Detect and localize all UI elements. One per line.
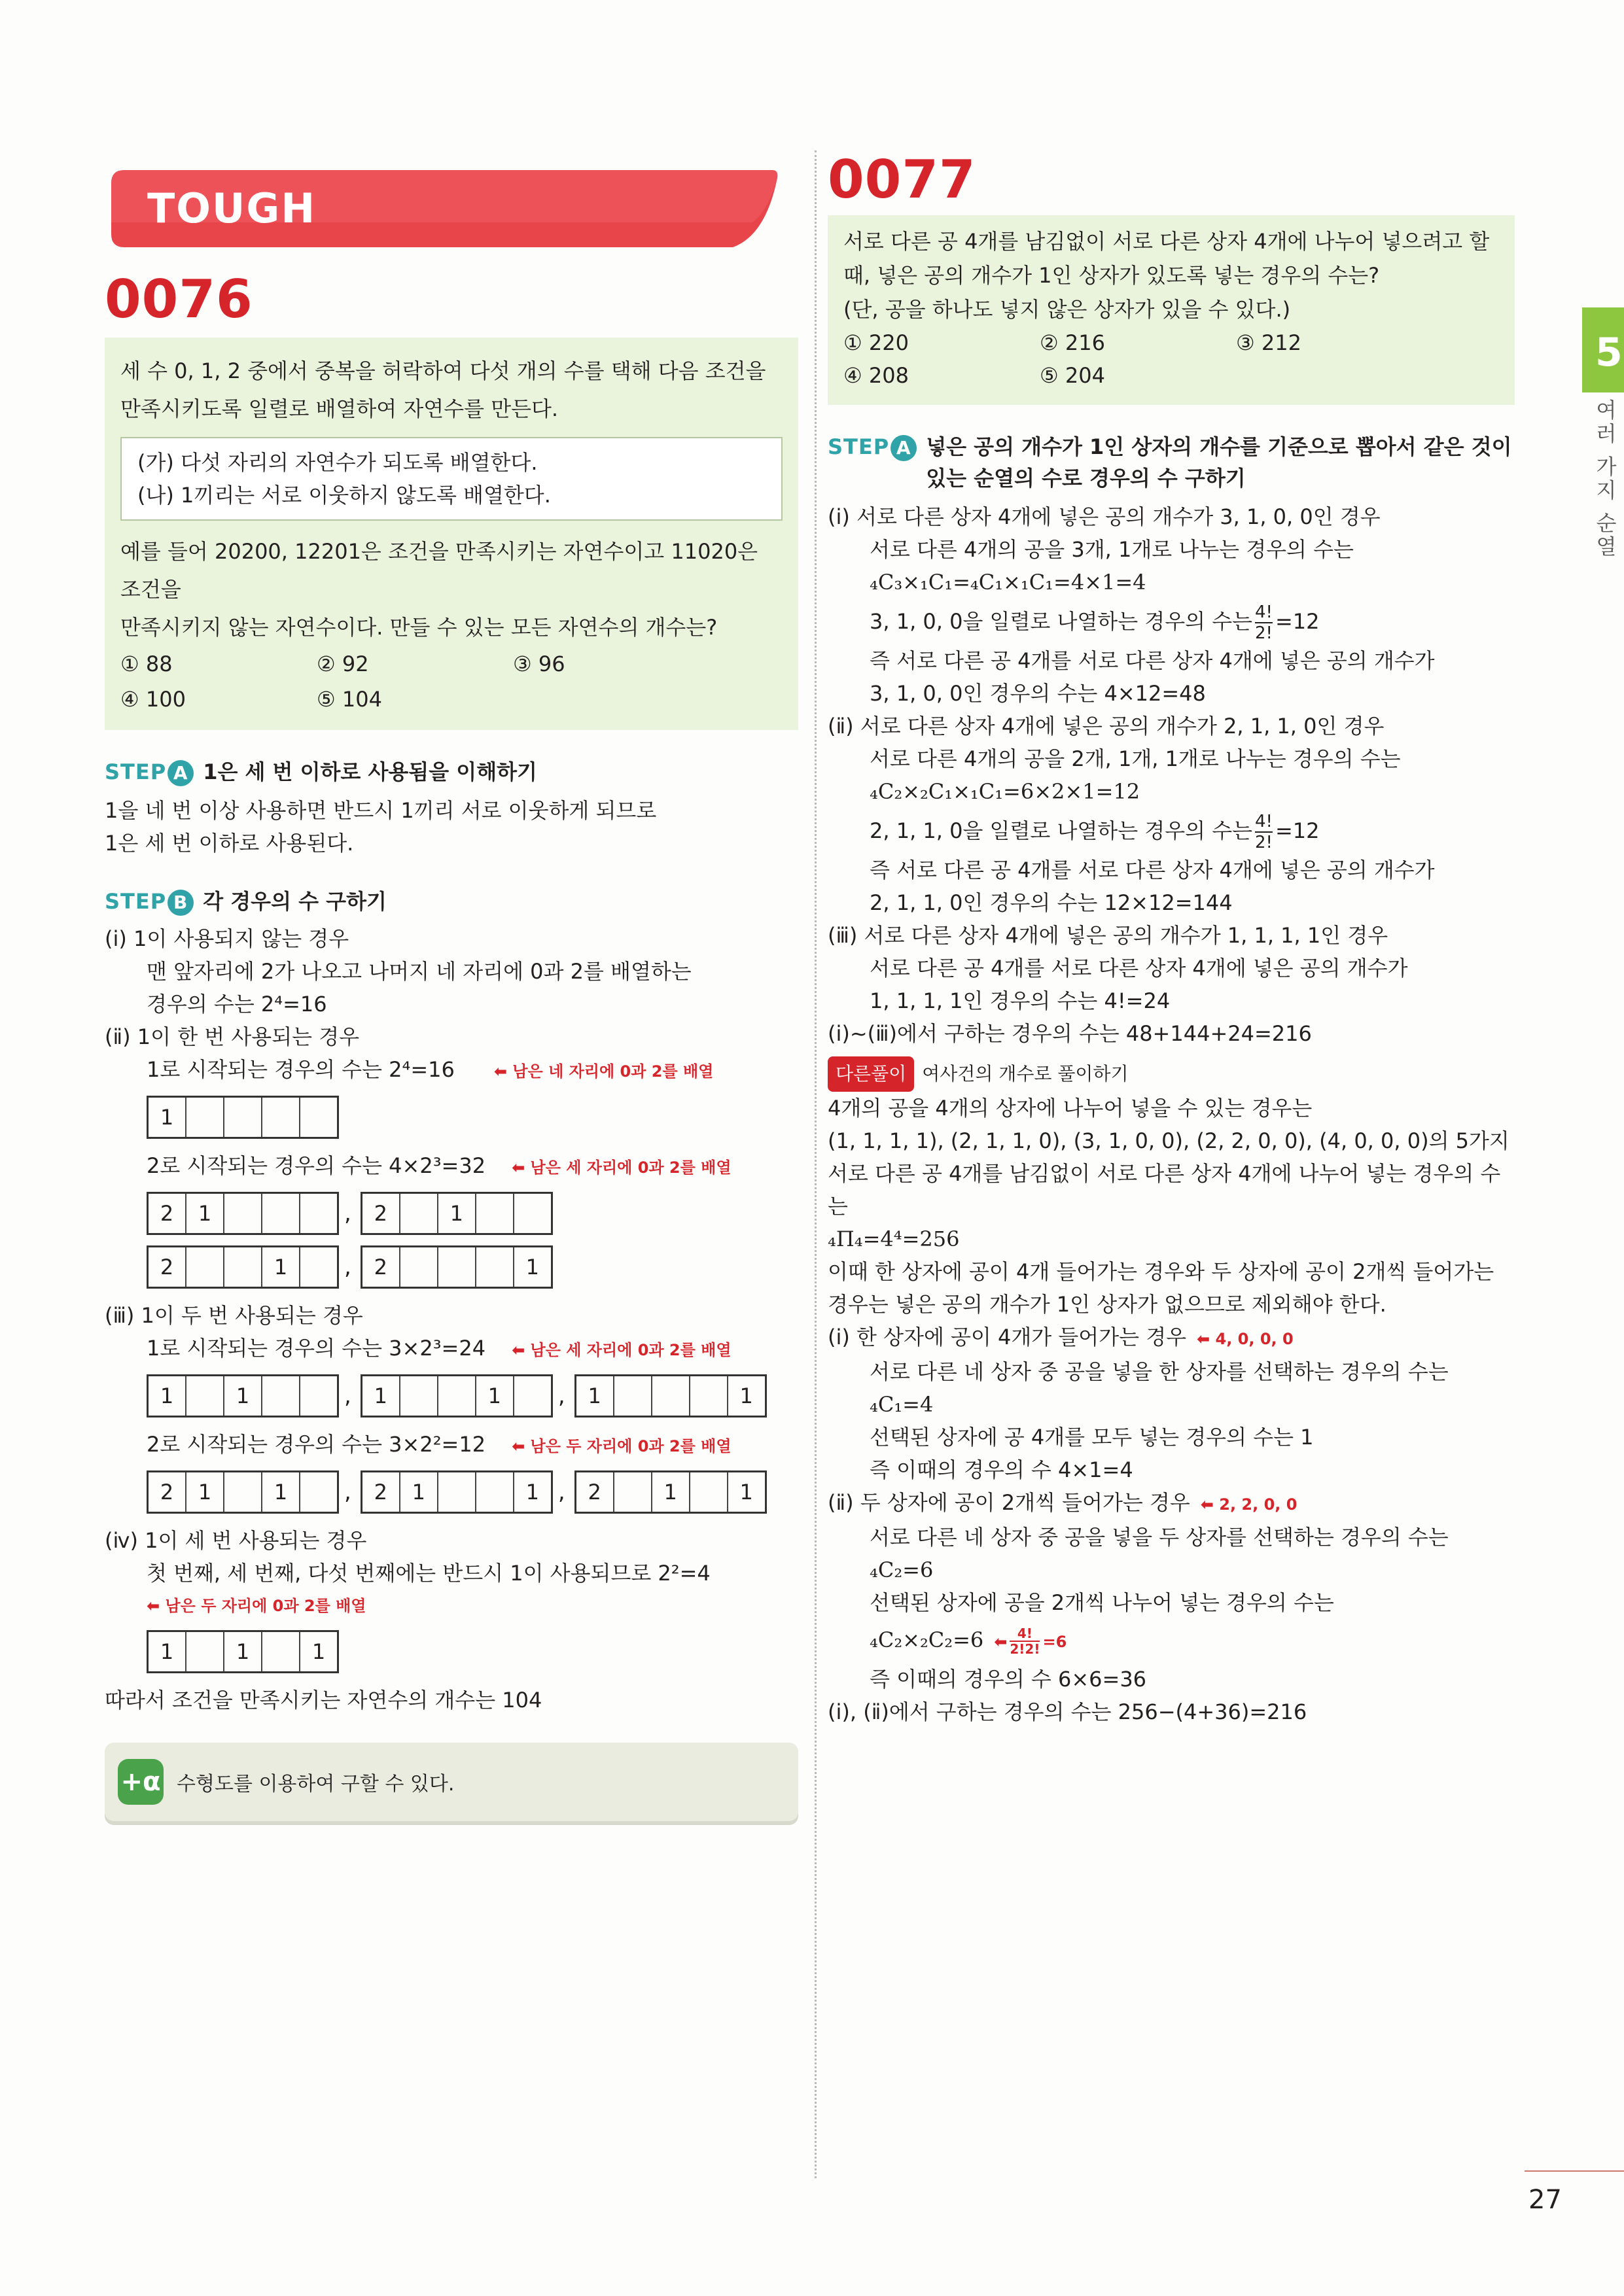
digit-box-set xyxy=(361,1245,553,1289)
text-line: 2, 1, 1, 0을 일렬로 나열하는 경우의 수는 $\frac{4!}{2!}$ =12 xyxy=(870,812,1320,852)
question-line: 예를 들어 20200, 12201은 조건을 만족시키는 자연수이고 11020은 조건을 xyxy=(120,539,758,602)
chapter-number: 5 xyxy=(1595,330,1623,375)
digit-box xyxy=(300,1194,337,1233)
digit-box xyxy=(300,1472,337,1512)
tip-box xyxy=(105,1743,798,1821)
text-line: 2로 시작되는 경우의 수는 3×2²=12 ⬅ 남은 두 자리에 0과 2를 배열 xyxy=(147,1432,732,1457)
text-line: 선택된 상자에 공 4개를 모두 넣는 경우의 수는 1 xyxy=(870,1425,1314,1450)
digit-box xyxy=(400,1376,438,1416)
digit-box: 2 xyxy=(149,1247,186,1287)
digit-box xyxy=(262,1098,300,1137)
digit-box xyxy=(476,1472,514,1512)
digit-box: 2 xyxy=(362,1247,400,1287)
digit-box-set xyxy=(574,1470,767,1514)
note: ⬅ 2, 2, 0, 0 xyxy=(1200,1495,1297,1514)
digit-box xyxy=(186,1632,224,1671)
text-line: 2로 시작되는 경우의 수는 4×2³=32 ⬅ 남은 세 자리에 0과 2를 배열 xyxy=(147,1153,732,1178)
step-label: STEP B xyxy=(105,886,194,917)
conclusion: 따라서 조건을 만족시키는 자연수의 개수는 104 xyxy=(105,1688,542,1713)
formula-line: ₄C₁=4 xyxy=(870,1392,934,1417)
digit-box: 1 xyxy=(149,1098,186,1137)
solution-0077 xyxy=(828,500,1515,1728)
digit-box: 2 xyxy=(576,1472,614,1512)
text-line: (ⅰ)~(ⅲ)에서 구하는 경우의 수는 48+144+24=216 xyxy=(828,1021,1312,1046)
digit-box xyxy=(614,1376,652,1416)
case-heading: (ⅱ) 두 상자에 공이 2개씩 들어가는 경우 ⬅ 2, 2, 0, 0 xyxy=(828,1490,1297,1515)
digit-box: 1 xyxy=(438,1194,476,1233)
digit-box: 2 xyxy=(149,1194,186,1233)
digit-box xyxy=(224,1098,262,1137)
digit-box xyxy=(262,1194,300,1233)
text-line: 선택된 상자에 공을 2개씩 나누어 넣는 경우의 수는 xyxy=(870,1590,1334,1615)
digit-box-set xyxy=(361,1374,553,1418)
step-label: STEP A xyxy=(828,431,917,462)
choice: ② 216 xyxy=(1040,330,1105,355)
problem-box-0076 xyxy=(105,338,798,730)
note: ⬅ 남은 두 자리에 0과 2를 배열 xyxy=(512,1437,732,1455)
digit-box: 1 xyxy=(476,1376,514,1416)
step-a-heading xyxy=(105,756,798,788)
digit-box xyxy=(262,1632,300,1671)
digit-box-set xyxy=(361,1192,553,1235)
digit-box xyxy=(400,1247,438,1287)
digit-box xyxy=(224,1194,262,1233)
case-heading: (ⅲ) 서로 다른 상자 4개에 넣은 공의 개수가 1, 1, 1, 1인 경우 xyxy=(828,923,1388,948)
digit-box: 1 xyxy=(224,1632,262,1671)
problem-number-0076: 0076 xyxy=(105,269,253,330)
left-column xyxy=(105,170,798,1821)
digit-box xyxy=(300,1247,337,1287)
digit-box: 1 xyxy=(739,1480,753,1505)
answer-choices xyxy=(843,326,1499,392)
page-number: 27 xyxy=(1528,2185,1562,2215)
separator-comma: , xyxy=(344,1383,351,1409)
step-a-heading xyxy=(828,431,1515,494)
digit-box xyxy=(514,1194,551,1233)
page-number-rule xyxy=(1525,2170,1624,2172)
choice: ④ 208 xyxy=(843,363,909,388)
choice: ① 88 xyxy=(120,652,173,676)
case-4 xyxy=(105,1524,798,1622)
box-row xyxy=(147,1192,798,1235)
digit-box-set xyxy=(147,1192,339,1235)
digit-box xyxy=(262,1376,300,1416)
banner-title: TOUGH xyxy=(147,184,317,232)
digit-box xyxy=(186,1376,224,1416)
right-column xyxy=(828,149,1515,1728)
case-3 xyxy=(105,1299,798,1366)
text-line: 1은 세 번 이하로 사용된다. xyxy=(105,831,354,856)
digit-box xyxy=(400,1194,438,1233)
choice: ③ 212 xyxy=(1236,330,1301,355)
text-line: 맨 앞자리에 2가 나오고 나머지 네 자리에 0과 2를 배열하는 xyxy=(147,959,692,984)
note: ⬅ 남은 세 자리에 0과 2를 배열 xyxy=(512,1158,732,1177)
digit-box-set xyxy=(147,1374,339,1418)
digit-box xyxy=(186,1098,224,1137)
digit-box: 1 xyxy=(525,1255,539,1279)
note: ⬅ 남은 두 자리에 0과 2를 배열 xyxy=(147,1597,366,1615)
case-1 xyxy=(105,922,798,1020)
note: ⬅ 남은 네 자리에 0과 2를 배열 xyxy=(493,1062,714,1081)
chapter-tab xyxy=(1582,307,1624,392)
plus-alpha-icon: +α xyxy=(118,1759,164,1805)
digit-box xyxy=(690,1472,728,1512)
formula-line: ₄C₃×₁C₁=₄C₁×₁C₁=4×1=4 xyxy=(870,570,1146,595)
digit-box: 1 xyxy=(652,1472,690,1512)
digit-box xyxy=(514,1376,551,1416)
digit-box: 1 xyxy=(525,1480,539,1505)
box-row xyxy=(147,1374,798,1418)
text-line: 서로 다른 네 상자 중 공을 넣을 한 상자를 선택하는 경우의 수는 xyxy=(870,1359,1449,1384)
fraction: $\frac{4!}{2!2!}$ xyxy=(1010,1626,1040,1657)
question-line: (단, 공을 하나도 넣지 않은 상자가 있을 수 있다.) xyxy=(843,297,1291,322)
alt-badge: 다른풀이 xyxy=(828,1056,914,1092)
separator-comma: , xyxy=(344,1254,351,1280)
digit-box xyxy=(438,1472,476,1512)
digit-box: 1 xyxy=(186,1194,224,1233)
case-heading: (ⅰ) 한 상자에 공이 4개가 들어가는 경우 ⬅ 4, 0, 0, 0 xyxy=(828,1325,1294,1349)
digit-box: 1 xyxy=(262,1472,300,1512)
question-line: 때, 넣은 공의 개수가 1인 상자가 있도록 넣는 경우의 수는? xyxy=(843,263,1380,288)
step-label: STEP A xyxy=(105,756,194,788)
box-row xyxy=(147,1096,798,1139)
separator-comma: , xyxy=(344,1479,351,1505)
problem-number-0077: 0077 xyxy=(828,149,976,210)
text-line: 4개의 공을 4개의 상자에 나누어 넣을 수 있는 경우는 xyxy=(828,1096,1313,1121)
case-2b xyxy=(105,1149,798,1184)
case-heading: (ⅱ) 서로 다른 상자 4개에 넣은 공의 개수가 2, 1, 1, 0인 경우 xyxy=(828,714,1385,739)
separator-comma: , xyxy=(557,1479,565,1505)
question-line: 서로 다른 공 4개를 남김없이 서로 다른 상자 4개에 나누어 넣으려고 할 xyxy=(843,229,1490,254)
case-heading: (ⅳ) 1이 세 번 사용되는 경우 xyxy=(105,1528,367,1553)
text-line: 서로 다른 4개의 공을 3개, 1개로 나누는 경우의 수는 xyxy=(870,537,1354,562)
digit-box: 1 xyxy=(362,1376,400,1416)
text-line: 1, 1, 1, 1인 경우의 수는 4!=24 xyxy=(870,988,1171,1013)
digit-box: 1 xyxy=(149,1632,186,1671)
text-line: (1, 1, 1, 1), (2, 1, 1, 0), (3, 1, 0, 0), (2, 2, 0, 0), (4, 0, 0, 0)의 5가지 xyxy=(828,1128,1509,1153)
condition-na: (나) 1끼리는 서로 이웃하지 않도록 배열한다. xyxy=(137,483,551,508)
digit-box xyxy=(690,1376,728,1416)
text-line: 서로 다른 네 상자 중 공을 넣을 두 상자를 선택하는 경우의 수는 xyxy=(870,1525,1449,1550)
chapter-title: 여러 가지 순열 xyxy=(1593,399,1617,559)
text-line: 3, 1, 0, 0인 경우의 수는 4×12=48 xyxy=(870,681,1206,706)
digit-box xyxy=(300,1376,337,1416)
digit-box xyxy=(300,1098,337,1137)
alt-solution-heading: 다른풀이 여사건의 개수로 풀이하기 xyxy=(828,1056,1515,1092)
digit-box: 1 xyxy=(311,1639,326,1664)
digit-box: 1 xyxy=(149,1376,186,1416)
digit-box xyxy=(224,1247,262,1287)
question-line: 세 수 0, 1, 2 중에서 중복을 허락하여 다섯 개의 수를 택해 다음 조건을 xyxy=(120,358,766,383)
text-line: 즉 이때의 경우의 수 6×6=36 xyxy=(870,1667,1147,1692)
choice: ① 220 xyxy=(843,330,909,355)
box-row xyxy=(147,1470,798,1514)
case-heading: (ⅱ) 1이 한 번 사용되는 경우 xyxy=(105,1024,360,1049)
digit-box xyxy=(476,1247,514,1287)
text-line: 이때 한 상자에 공이 4개 들어가는 경우와 두 상자에 공이 2개씩 들어가는 xyxy=(828,1259,1494,1284)
digit-box-set xyxy=(147,1245,339,1289)
digit-box-set xyxy=(147,1096,339,1139)
digit-box-set xyxy=(574,1374,767,1418)
step-b-heading xyxy=(105,886,798,917)
text-line: 3, 1, 0, 0을 일렬로 나열하는 경우의 수는 $\frac{4!}{2!}$ =12 xyxy=(870,602,1320,643)
digit-box-set xyxy=(147,1630,339,1673)
case-3b xyxy=(105,1428,798,1463)
text-line: 즉 이때의 경우의 수 4×1=4 xyxy=(870,1457,1133,1482)
text-line: 경우의 수는 2⁴=16 xyxy=(147,992,327,1017)
step-a-text xyxy=(105,794,798,860)
case-heading: (ⅲ) 1이 두 번 사용되는 경우 xyxy=(105,1303,363,1328)
step-title: 넣은 공의 개수가 1인 상자의 개수를 기준으로 뽑아서 같은 것이 있는 순열의 수로 경우의 수 구하기 xyxy=(926,434,1512,491)
text-line: 경우는 넣은 공의 개수가 1인 상자가 없으므로 제외해야 한다. xyxy=(828,1292,1386,1317)
formula-line: ₄C₂×₂C₁×₁C₁=6×2×1=12 xyxy=(870,779,1140,804)
fraction: $\frac{4!}{2!}$ xyxy=(1255,602,1273,643)
question-line: 만족시키지 않는 자연수이다. 만들 수 있는 모든 자연수의 개수는? xyxy=(120,615,718,640)
digit-box: 1 xyxy=(224,1376,262,1416)
column-divider xyxy=(815,150,817,2178)
final-answer: (ⅰ), (ⅱ)에서 구하는 경우의 수는 256−(4+36)=216 xyxy=(828,1699,1307,1724)
digit-box xyxy=(438,1247,476,1287)
text-line: 1을 네 번 이상 사용하면 반드시 1끼리 서로 이웃하게 되므로 xyxy=(105,798,657,823)
choice: ④ 100 xyxy=(120,687,186,712)
step-title: 1은 세 번 이하로 사용됨을 이해하기 xyxy=(203,759,537,784)
answer-choices xyxy=(120,646,783,717)
step-title: 각 경우의 수 구하기 xyxy=(203,889,387,914)
digit-box: 2 xyxy=(362,1472,400,1512)
tip-text: 수형도를 이용하여 구할 수 있다. xyxy=(177,1773,455,1796)
box-row xyxy=(147,1630,798,1673)
separator-comma: , xyxy=(557,1383,565,1409)
formula-line: ₄C₂=6 xyxy=(870,1557,934,1582)
formula-line: ₄C₂×₂C₂=6 ⬅ $\frac{4!}{2!2!}$ =6 xyxy=(870,1626,1067,1657)
digit-box xyxy=(614,1472,652,1512)
note: ⬅ xyxy=(994,1633,1008,1651)
step-letter-badge: A xyxy=(891,435,917,461)
case-2 xyxy=(105,1020,798,1088)
digit-box: 2 xyxy=(362,1194,400,1233)
text-line: 서로 다른 4개의 공을 2개, 1개, 1개로 나누는 경우의 수는 xyxy=(870,746,1401,771)
text-line: 서로 다른 공 4개를 남김없이 서로 다른 상자 4개에 나누어 넣는 경우의 수는 xyxy=(828,1161,1501,1219)
choice: ⑤ 104 xyxy=(317,687,382,712)
text-line: 1로 시작되는 경우의 수는 3×2³=24 ⬅ 남은 세 자리에 0과 2를 배열 xyxy=(147,1336,732,1361)
digit-box xyxy=(186,1247,224,1287)
digit-box: 1 xyxy=(739,1383,753,1408)
choice: ③ 96 xyxy=(513,652,565,676)
text-line: 서로 다른 공 4개를 서로 다른 상자 4개에 넣은 공의 개수가 xyxy=(870,956,1408,981)
digit-box-set xyxy=(147,1470,339,1514)
note: ⬅ 남은 세 자리에 0과 2를 배열 xyxy=(512,1341,732,1359)
note: ⬅ 4, 0, 0, 0 xyxy=(1197,1330,1294,1348)
tough-banner xyxy=(111,170,779,247)
text-line: 2, 1, 1, 0인 경우의 수는 12×12=144 xyxy=(870,890,1233,915)
text-line: 1로 시작되는 경우의 수는 2⁴=16 ⬅ 남은 네 자리에 0과 2를 배열 xyxy=(147,1057,714,1082)
choice: ⑤ 204 xyxy=(1040,363,1105,388)
digit-box: 1 xyxy=(262,1247,300,1287)
box-row xyxy=(147,1245,798,1289)
choice: ② 92 xyxy=(317,652,369,676)
separator-comma: , xyxy=(344,1200,351,1226)
text-line: 즉 서로 다른 공 4개를 서로 다른 상자 4개에 넣은 공의 개수가 xyxy=(870,858,1435,882)
condition-ga: (가) 다섯 자리의 자연수가 되도록 배열한다. xyxy=(137,450,538,475)
question-line: 만족시키도록 일렬로 배열하여 자연수를 만든다. xyxy=(120,396,559,421)
case-heading: (ⅰ) 서로 다른 상자 4개에 넣은 공의 개수가 3, 1, 0, 0인 경우 xyxy=(828,504,1381,529)
case-heading: (ⅰ) 1이 사용되지 않는 경우 xyxy=(105,926,349,951)
problem-box-0077 xyxy=(828,215,1515,405)
step-letter-badge: B xyxy=(168,890,194,916)
digit-box-set xyxy=(361,1470,553,1514)
digit-box: 1 xyxy=(400,1472,438,1512)
digit-box xyxy=(476,1194,514,1233)
digit-box: 2 xyxy=(149,1472,186,1512)
note: =6 xyxy=(1042,1633,1067,1651)
digit-box: 1 xyxy=(576,1376,614,1416)
text-line: 즉 서로 다른 공 4개를 서로 다른 상자 4개에 넣은 공의 개수가 xyxy=(870,648,1435,673)
fraction: $\frac{4!}{2!}$ xyxy=(1255,812,1273,852)
digit-box xyxy=(224,1472,262,1512)
digit-box: 1 xyxy=(186,1472,224,1512)
condition-box xyxy=(120,437,783,521)
text-line: 첫 번째, 세 번째, 다섯 번째에는 반드시 1이 사용되므로 2²=4 xyxy=(147,1561,711,1586)
digit-box xyxy=(652,1376,690,1416)
step-letter-badge: A xyxy=(168,760,194,786)
formula-line: ₄Π₄=4⁴=256 xyxy=(828,1226,960,1251)
digit-box xyxy=(438,1376,476,1416)
